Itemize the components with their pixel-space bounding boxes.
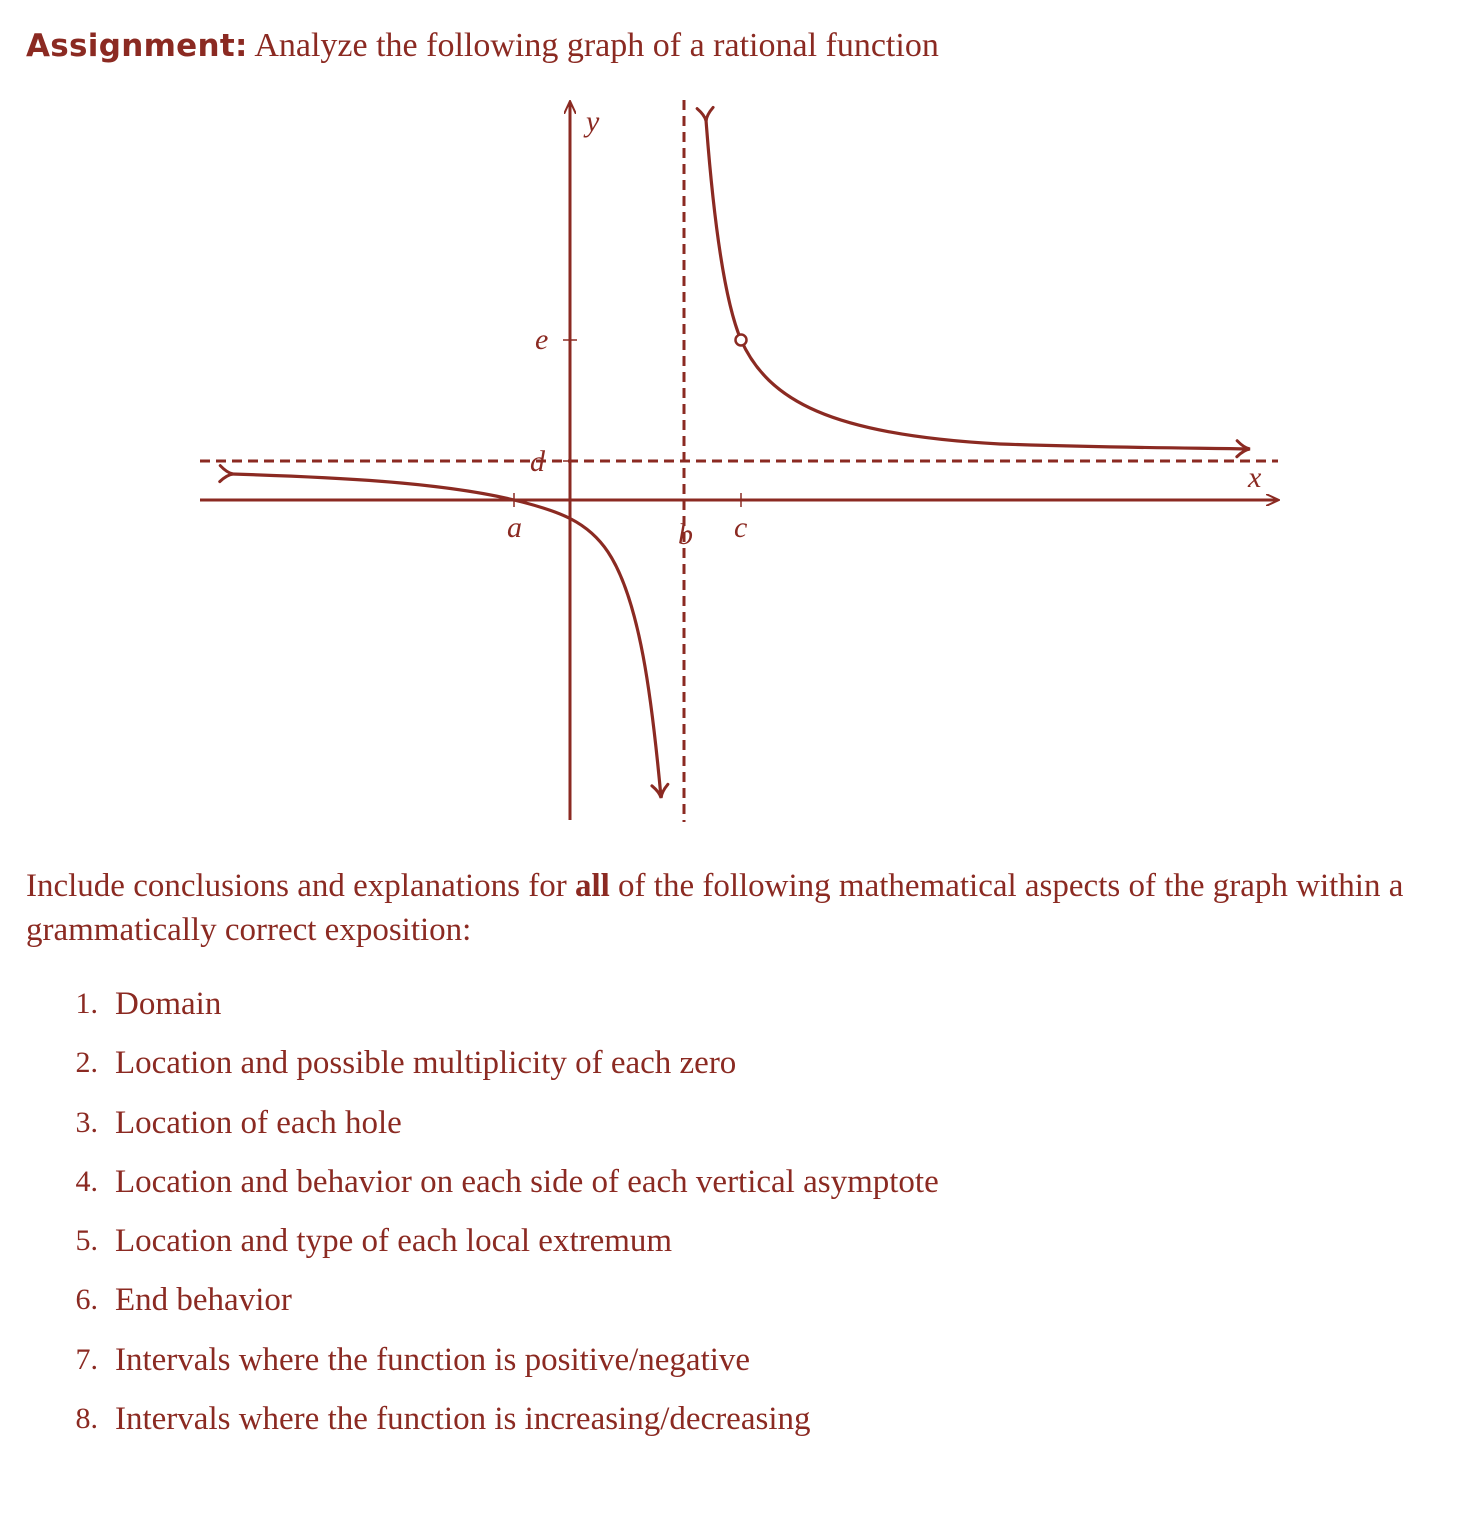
y-axis-label: y [586,105,600,138]
hole-point [736,335,747,346]
instructions-text-start: Include conclusions and explanations for [26,868,575,904]
list-item-text: Location and behavior on each side of each vertical asymptote [115,1163,939,1200]
list-item-number: 7. [75,1342,98,1376]
list-item-number: 2. [75,1046,98,1080]
instructions-emphasis: all [574,868,610,904]
label-c: c [734,511,748,544]
list-item-text: Domain [115,986,222,1022]
list-item-number: 1. [75,987,98,1020]
label-e: e [535,323,549,356]
label-a: a [507,511,522,544]
list-item-text: Location of each hole [115,1104,402,1141]
assignment-label: Assignment: [26,28,248,64]
label-b: b [678,518,693,551]
list-item-number: 6. [75,1283,98,1317]
list-item-text: Intervals where the function is increasing/decreasing [115,1401,811,1438]
list-item-number: 4. [75,1164,98,1198]
list-item-number: 8. [75,1402,98,1436]
list-item-number: 3. [75,1105,98,1139]
assignment-text: Analyze the following graph of a rational function [254,27,939,64]
list-item-text: Location and possible multiplicity of each zero [115,1045,737,1082]
x-axis-label: x [1248,461,1262,494]
instructions-paragraph [26,864,1456,952]
list-item-number: 5. [75,1224,98,1258]
list-item-text: Intervals where the function is positive/negative [115,1341,751,1378]
curve-left-branch [232,474,661,797]
instructions-text-end: of the following mathematical aspects of the graph within a grammatically correct exposition: [26,868,1404,948]
list-item-text: End behavior [115,1282,292,1319]
label-d: d [530,445,545,478]
curve-right-branch [706,120,1249,449]
list-item-text: Location and type of each local extremum [115,1223,673,1260]
